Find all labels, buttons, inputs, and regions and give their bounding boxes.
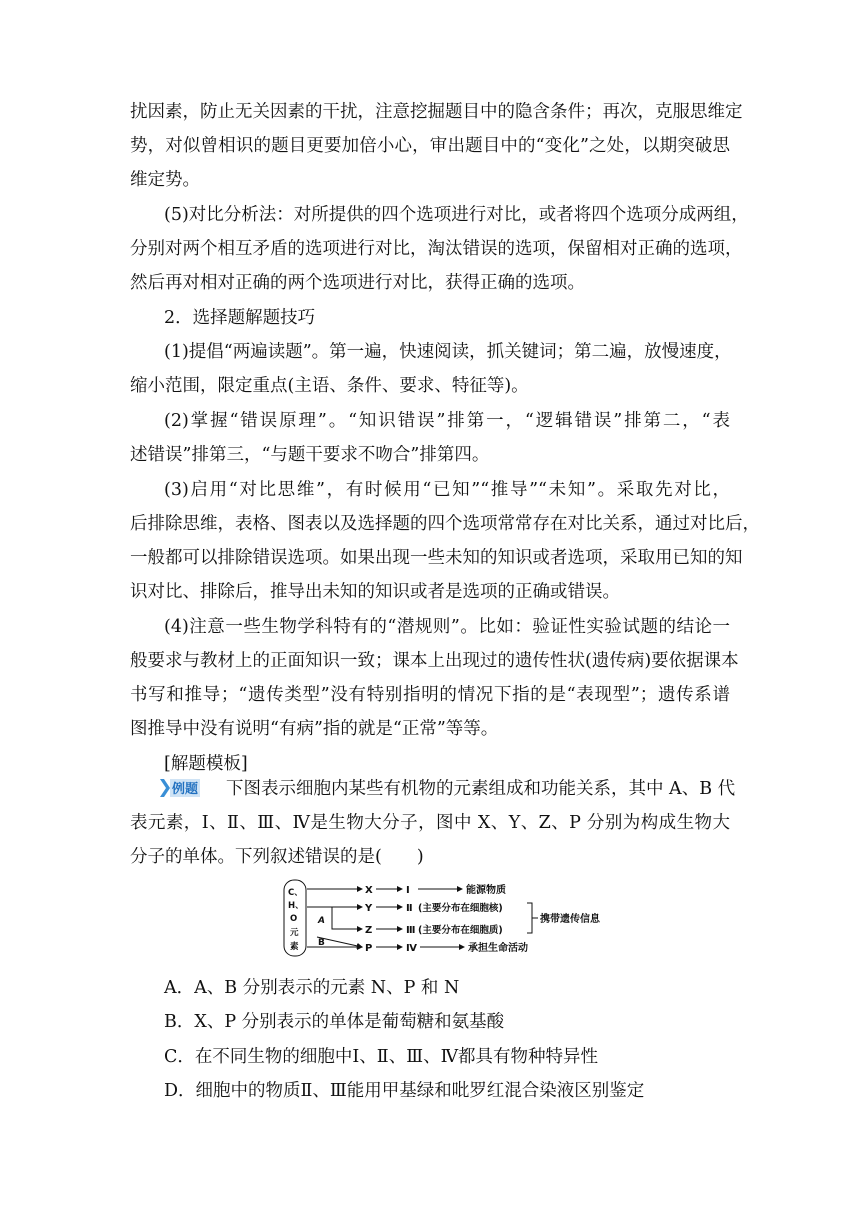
diagram-brace-label: 携带遗传信息 bbox=[540, 914, 600, 925]
diagram-element-label: O bbox=[290, 914, 298, 924]
text-line: (1)提倡“两遍读题”。第一遍，快速阅读，抓关键词；第二遍，放慢速度， bbox=[164, 342, 732, 362]
diagram-label-a: A bbox=[318, 916, 325, 926]
diagram-function-energy: 能源物质 bbox=[466, 885, 506, 896]
text-line: (3)启用“对比思维”，有时候用“已知”“推导”“未知”。采取先对比， bbox=[164, 480, 730, 500]
option-a: A．A、B 分别表示的元素 N、P 和 N bbox=[164, 978, 460, 998]
text-line: 一般都可以排除错误选项。如果出现一些未知的知识或者选项，采取用已知的知 bbox=[130, 548, 743, 568]
diagram-monomer-p: P bbox=[365, 943, 373, 954]
text-line: (5)对比分析法：对所提供的四个选项进行对比，或者将四个选项分成两组， bbox=[164, 205, 749, 225]
example-badge-label: 例题 bbox=[172, 782, 199, 797]
text-line: (4)注意一些生物学科特有的“潜规则”。比如：验证性实验试题的结论一 bbox=[164, 617, 730, 637]
text-line: 述错误”排第三，“与题干要求不吻合”排第四。 bbox=[130, 445, 490, 465]
example-badge-icon bbox=[160, 777, 204, 799]
diagram-label-b: B bbox=[318, 938, 325, 948]
template-heading: [解题模板] bbox=[164, 754, 248, 774]
diagram-macro-i: Ⅰ bbox=[406, 885, 410, 896]
text-line: (2)掌握“错误原理”。“知识错误”排第一，“逻辑错误”排第二，“表 bbox=[164, 411, 730, 431]
text-line: 后排除思维，表格、图表以及选择题的四个选项常常存在对比关系，通过对比后， bbox=[130, 514, 760, 534]
text-line: 识对比、排除后，推导出未知的知识或者是选项的正确或错误。 bbox=[130, 582, 620, 602]
option-d: D．细胞中的物质Ⅱ、Ⅲ能用甲基绿和吡罗红混合染液区别鉴定 bbox=[164, 1081, 645, 1101]
diagram-note-nucleus: (主要分布在细胞核) bbox=[418, 903, 503, 914]
diagram-monomer-z: Z bbox=[365, 925, 373, 936]
question-stem-line: 下图表示细胞内某些有机物的元素组成和功能关系，其中 A、B 代 bbox=[226, 779, 736, 799]
diagram-macro-ii: Ⅱ bbox=[406, 903, 413, 914]
text-line: 然后再对相对正确的两个选项进行对比，获得正确的选项。 bbox=[130, 273, 585, 293]
diagram-macro-iii: Ⅲ bbox=[406, 925, 416, 936]
text-line: 缩小范围，限定重点(主语、条件、要求、特征等)。 bbox=[130, 376, 529, 396]
diagram-element-label: 素 bbox=[290, 942, 299, 952]
diagram-macro-iv: Ⅳ bbox=[406, 943, 417, 954]
diagram-note-cytoplasm: (主要分布在细胞质) bbox=[418, 925, 503, 936]
text-line: 势，对似曾相识的题目更要加倍小心，审出题目中的“变化”之处，以期突破思 bbox=[130, 136, 730, 156]
diagram-monomer-x: X bbox=[365, 885, 373, 896]
diagram-function-activity: 承担生命活动 bbox=[468, 943, 528, 954]
diagram-element-label: C、 bbox=[288, 888, 303, 898]
text-line: 维定势。 bbox=[130, 170, 200, 190]
text-line: 图推导中没有说明“有病”指的就是“正常”等等。 bbox=[130, 719, 499, 739]
diagram-element-label: H、 bbox=[288, 901, 304, 911]
text-line: 扰因素，防止无关因素的干扰，注意挖掘题目中的隐含条件；再次，克服思维定 bbox=[130, 102, 743, 122]
text-line: 书写和推导；“遗传类型”没有特别指明的情况下指的是“表现型”；遗传系谱 bbox=[130, 685, 730, 705]
organic-compound-diagram bbox=[282, 877, 612, 961]
question-stem-line: 表元素，Ⅰ、Ⅱ、Ⅲ、Ⅳ是生物大分子，图中 X、Y、Z、P 分别为构成生物大 bbox=[130, 813, 730, 833]
question-stem-line: 分子的单体。下列叙述错误的是( ) bbox=[130, 847, 424, 867]
text-line: 分别对两个相互矛盾的选项进行对比，淘汰错误的选项，保留相对正确的选项， bbox=[130, 239, 743, 259]
text-line: 般要求与教材上的正面知识一致；课本上出现过的遗传性状(遗传病)要依据课本 bbox=[130, 651, 739, 671]
option-b: B．X、P 分别表示的单体是葡萄糖和氨基酸 bbox=[164, 1012, 505, 1032]
diagram-element-label: 元 bbox=[290, 928, 299, 938]
section-heading: 2．选择题解题技巧 bbox=[164, 308, 316, 328]
diagram-monomer-y: Y bbox=[365, 903, 373, 914]
option-c: C．在不同生物的细胞中Ⅰ、Ⅱ、Ⅲ、Ⅳ都具有物种特异性 bbox=[164, 1047, 599, 1067]
